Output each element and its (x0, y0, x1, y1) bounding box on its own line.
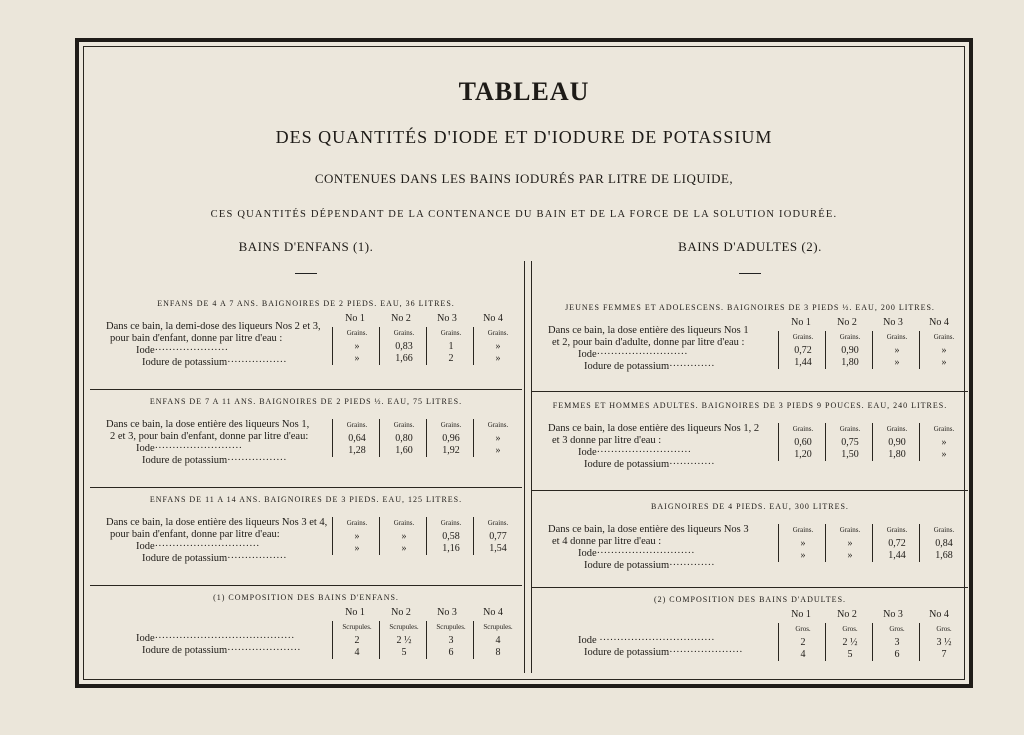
value-column (426, 517, 473, 555)
unit-label: Scrupules. (483, 623, 513, 631)
value-column (379, 419, 426, 457)
unit-label: Grains. (393, 329, 415, 337)
unit-label: Grains. (440, 519, 462, 527)
column-headers (778, 609, 962, 620)
column-headers (332, 607, 516, 618)
value-iodure: 1,50 (841, 449, 859, 460)
column-header: No 4 (929, 609, 949, 620)
row-label-iode: Iode·························· (578, 349, 688, 360)
column-header: No 1 (345, 313, 365, 324)
value-iodure: » (847, 550, 853, 561)
column-divider (524, 261, 532, 673)
row-label-iode: Iode························· (136, 443, 243, 454)
value-iodure: 1,28 (348, 445, 366, 456)
value-column (919, 331, 966, 369)
unit-label: Grains. (886, 333, 908, 341)
value-iode: 3 (448, 635, 454, 646)
table-frame (75, 38, 973, 688)
table-section (90, 397, 522, 487)
value-iode: 0,90 (841, 345, 859, 356)
column-headers (332, 313, 516, 324)
section-heading: JEUNES FEMMES ET ADOLESCENS. BAIGNOIRES DE 3 PIEDS ½. EAU, 200 LITRES. (565, 303, 935, 312)
unit-label: Scrupules. (389, 623, 419, 631)
value-iode: 0,64 (348, 433, 366, 444)
unit-label: Grains. (792, 333, 814, 341)
value-column (332, 621, 379, 659)
column-header: No 3 (437, 607, 457, 618)
value-iode: » (495, 341, 501, 352)
value-iodure: 5 (401, 647, 407, 658)
value-column (872, 623, 919, 661)
value-column (825, 623, 872, 661)
page-subtitle-2: CONTENUES DANS LES BAINS IODURÉS PAR LITRE DE LIQUIDE, (314, 171, 734, 186)
row-label-iodure: Iodure de potassium············· (584, 560, 715, 571)
unit-label: Gros. (795, 625, 811, 633)
value-iodure: 1,66 (395, 353, 413, 364)
unit-label: Grains. (933, 333, 955, 341)
value-column (332, 419, 379, 457)
value-column (426, 327, 473, 365)
row-label-iode: Iode······························ (136, 541, 260, 552)
value-iode: » (941, 345, 947, 356)
unit-label: Grains. (839, 425, 861, 433)
value-iodure: 1,60 (395, 445, 413, 456)
row-label-iodure: Iodure de potassium············· (584, 459, 715, 470)
value-iodure: 4 (354, 647, 360, 658)
section-heading: (1) COMPOSITION DES BAINS D'ENFANS. (213, 593, 399, 602)
row-label-iodure: Iodure de potassium····················· (584, 647, 743, 658)
value-column (825, 331, 872, 369)
section-heading: BAIGNOIRES DE 4 PIEDS. EAU, 300 LITRES. (651, 502, 849, 511)
value-column (379, 621, 426, 659)
row-label-iode: Iode····················· (136, 345, 229, 356)
unit-label: Grains. (346, 329, 368, 337)
value-column (778, 331, 825, 369)
column-header: No 2 (391, 607, 411, 618)
value-iode: 2 (800, 637, 806, 648)
value-iode: » (401, 531, 407, 542)
section-rule (90, 389, 522, 390)
value-iodure: 1,68 (935, 550, 953, 561)
value-iodure: 1,92 (442, 445, 460, 456)
value-iode: » (800, 538, 806, 549)
section-heading: FEMMES ET HOMMES ADULTES. BAIGNOIRES DE 3 PIEDS 9 POUCES. EAU, 240 LITRES. (552, 401, 948, 410)
unit-label: Gros. (936, 625, 952, 633)
left-dash (295, 273, 317, 274)
value-iodure: 6 (448, 647, 454, 658)
value-iodure: » (941, 449, 947, 460)
section-heading: ENFANS DE 7 A 11 ANS. BAIGNOIRES DE 2 PIEDS ½. EAU, 75 LITRES. (149, 397, 463, 406)
left-column (90, 47, 522, 679)
value-iodure: » (894, 357, 900, 368)
value-iode: » (495, 433, 501, 444)
value-iodure: 4 (800, 649, 806, 660)
value-iodure: 1,54 (489, 543, 507, 554)
value-iode: 0,72 (794, 345, 812, 356)
value-column (872, 524, 919, 562)
table-inner-border (83, 46, 965, 680)
value-iode: » (354, 341, 360, 352)
value-iode: 2 ½ (396, 635, 412, 646)
column-header: No 2 (391, 313, 411, 324)
value-column (473, 621, 520, 659)
unit-label: Grains. (440, 329, 462, 337)
unit-label: Grains. (886, 526, 908, 534)
table-section (532, 595, 968, 685)
value-iode: 2 ½ (842, 637, 858, 648)
value-iodure: 8 (495, 647, 501, 658)
table-section (90, 495, 522, 585)
value-iodure: 1,80 (888, 449, 906, 460)
unit-label: Grains. (886, 425, 908, 433)
unit-label: Grains. (487, 519, 509, 527)
value-column (872, 331, 919, 369)
section-description-line: Dans ce bain, la dose entière des liqueurs Nos 3 et 4, (106, 517, 328, 528)
row-label-iode: Iode··························· (578, 447, 692, 458)
section-heading: (2) COMPOSITION DES BAINS D'ADULTES. (653, 595, 847, 604)
value-columns (778, 331, 966, 369)
value-column (919, 524, 966, 562)
column-header: No 1 (345, 607, 365, 618)
left-column-header: BAINS D'ENFANS (1). (238, 239, 374, 254)
value-iodure: » (495, 353, 501, 364)
value-iode: 0,72 (888, 538, 906, 549)
section-heading: ENFANS DE 4 A 7 ANS. BAIGNOIRES DE 2 PIEDS. EAU, 36 LITRES. (157, 299, 455, 308)
unit-label: Scrupules. (436, 623, 466, 631)
column-headers (778, 317, 962, 328)
value-column (332, 517, 379, 555)
value-iodure: 1,16 (442, 543, 460, 554)
value-iode: 0,90 (888, 437, 906, 448)
column-header: No 3 (883, 609, 903, 620)
value-iode: 0,58 (442, 531, 460, 542)
table-section (90, 299, 522, 389)
value-iode: 3 ½ (936, 637, 952, 648)
value-iode: 0,75 (841, 437, 859, 448)
value-iode: » (941, 437, 947, 448)
value-iodure: 5 (847, 649, 853, 660)
value-columns (332, 419, 520, 457)
row-label-iodure: Iodure de potassium············· (584, 361, 715, 372)
value-column (473, 327, 520, 365)
unit-label: Grains. (792, 526, 814, 534)
unit-label: Grains. (792, 425, 814, 433)
unit-label: Scrupules. (342, 623, 372, 631)
right-dash (739, 273, 761, 274)
value-iode: 0,60 (794, 437, 812, 448)
unit-label: Grains. (839, 526, 861, 534)
value-iode: 0,80 (395, 433, 413, 444)
section-rule (90, 487, 522, 488)
column-header: No 2 (837, 317, 857, 328)
value-iode: 4 (495, 635, 501, 646)
value-iodure: 1,20 (794, 449, 812, 460)
value-iode: 0,84 (935, 538, 953, 549)
unit-label: Gros. (842, 625, 858, 633)
value-iodure: 6 (894, 649, 900, 660)
value-iodure: » (354, 543, 360, 554)
value-columns (332, 327, 520, 365)
column-header: No 1 (791, 317, 811, 328)
row-label-iode: Iode········································ (136, 633, 295, 644)
value-iodure: » (941, 357, 947, 368)
column-header: No 4 (929, 317, 949, 328)
value-iodure: 1,44 (794, 357, 812, 368)
column-header: No 4 (483, 313, 503, 324)
section-description-line: 2 et 3, pour bain d'enfant, donne par litre d'eau: (110, 431, 309, 442)
column-header: No 4 (483, 607, 503, 618)
value-iode: » (354, 531, 360, 542)
value-iodure: » (800, 550, 806, 561)
unit-label: Grains. (839, 333, 861, 341)
value-column (825, 423, 872, 461)
value-column (473, 419, 520, 457)
page-title: TABLEAU (458, 77, 590, 106)
section-description-line: et 2, pour bain d'adulte, donne par litre d'eau : (552, 337, 745, 348)
value-iode: 3 (894, 637, 900, 648)
value-iodure: 7 (941, 649, 947, 660)
unit-label: Grains. (487, 329, 509, 337)
column-header: No 3 (883, 317, 903, 328)
value-iode: » (847, 538, 853, 549)
value-iode: 0,77 (489, 531, 507, 542)
value-columns (778, 524, 966, 562)
section-heading: ENFANS DE 11 A 14 ANS. BAIGNOIRES DE 3 PIEDS. EAU, 125 LITRES. (149, 495, 463, 504)
unit-label: Grains. (487, 421, 509, 429)
value-columns (332, 517, 520, 555)
value-iode: » (894, 345, 900, 356)
value-iodure: 1,80 (841, 357, 859, 368)
value-column (426, 419, 473, 457)
page-subtitle-3: CES QUANTITÉS DÉPENDANT DE LA CONTENANCE DU BAIN ET DE LA FORCE DE LA SOLUTION IODURÉE. (210, 209, 838, 220)
value-column (778, 524, 825, 562)
section-description-line: Dans ce bain, la dose entière des liqueurs Nos 3 (548, 524, 749, 535)
table-section (532, 502, 968, 592)
unit-label: Grains. (346, 421, 368, 429)
unit-label: Grains. (393, 421, 415, 429)
section-rule (90, 585, 522, 586)
value-iodure: » (354, 353, 360, 364)
value-iodure: » (401, 543, 407, 554)
page-subtitle: DES QUANTITÉS D'IODE ET D'IODURE DE POTASSIUM (275, 127, 773, 147)
value-columns (332, 621, 520, 659)
value-column (778, 623, 825, 661)
section-description-line: et 4 donne par litre d'eau : (552, 536, 662, 547)
column-header: No 2 (837, 609, 857, 620)
row-label-iodure: Iodure de potassium················· (142, 455, 287, 466)
value-columns (778, 623, 966, 661)
section-description-line: Dans ce bain, la dose entière des liqueurs Nos 1, 2 (548, 423, 760, 434)
value-iodure: 2 (448, 353, 454, 364)
column-header: No 3 (437, 313, 457, 324)
right-column (532, 47, 968, 679)
unit-label: Grains. (440, 421, 462, 429)
section-description-line: Dans ce bain, la dose entière des liqueurs Nos 1, (106, 419, 310, 430)
row-label-iodure: Iodure de potassium················· (142, 357, 287, 368)
table-section (532, 303, 968, 393)
unit-label: Grains. (393, 519, 415, 527)
value-iode: 1 (448, 341, 454, 352)
row-label-iode: Iode ································· (578, 635, 715, 646)
value-column (379, 327, 426, 365)
section-description-line: pour bain d'enfant, donne par litre d'eau: (110, 529, 280, 540)
section-description-line: Dans ce bain, la demi-dose des liqueurs Nos 2 et 3, (106, 321, 321, 332)
value-iode: 0,96 (442, 433, 460, 444)
column-header: No 1 (791, 609, 811, 620)
value-iodure: 1,44 (888, 550, 906, 561)
value-column (872, 423, 919, 461)
value-iodure: » (495, 445, 501, 456)
right-column-header: BAINS D'ADULTES (2). (678, 239, 822, 254)
row-label-iodure: Iodure de potassium················· (142, 553, 287, 564)
section-description-line: Dans ce bain, la dose entière des liqueurs Nos 1 (548, 325, 749, 336)
value-column (919, 423, 966, 461)
unit-label: Gros. (889, 625, 905, 633)
unit-label: Grains. (346, 519, 368, 527)
table-section (532, 401, 968, 491)
section-description-line: pour bain d'enfant, donne par litre d'eau : (110, 333, 283, 344)
value-iode: 0,83 (395, 341, 413, 352)
table-section (90, 593, 522, 683)
value-column (379, 517, 426, 555)
value-column (426, 621, 473, 659)
unit-label: Grains. (933, 526, 955, 534)
value-column (473, 517, 520, 555)
value-column (919, 623, 966, 661)
value-columns (778, 423, 966, 461)
value-column (778, 423, 825, 461)
value-column (332, 327, 379, 365)
section-description-line: et 3 donne par litre d'eau : (552, 435, 662, 446)
row-label-iode: Iode···························· (578, 548, 695, 559)
value-column (825, 524, 872, 562)
value-iode: 2 (354, 635, 360, 646)
row-label-iodure: Iodure de potassium····················· (142, 645, 301, 656)
unit-label: Grains. (933, 425, 955, 433)
